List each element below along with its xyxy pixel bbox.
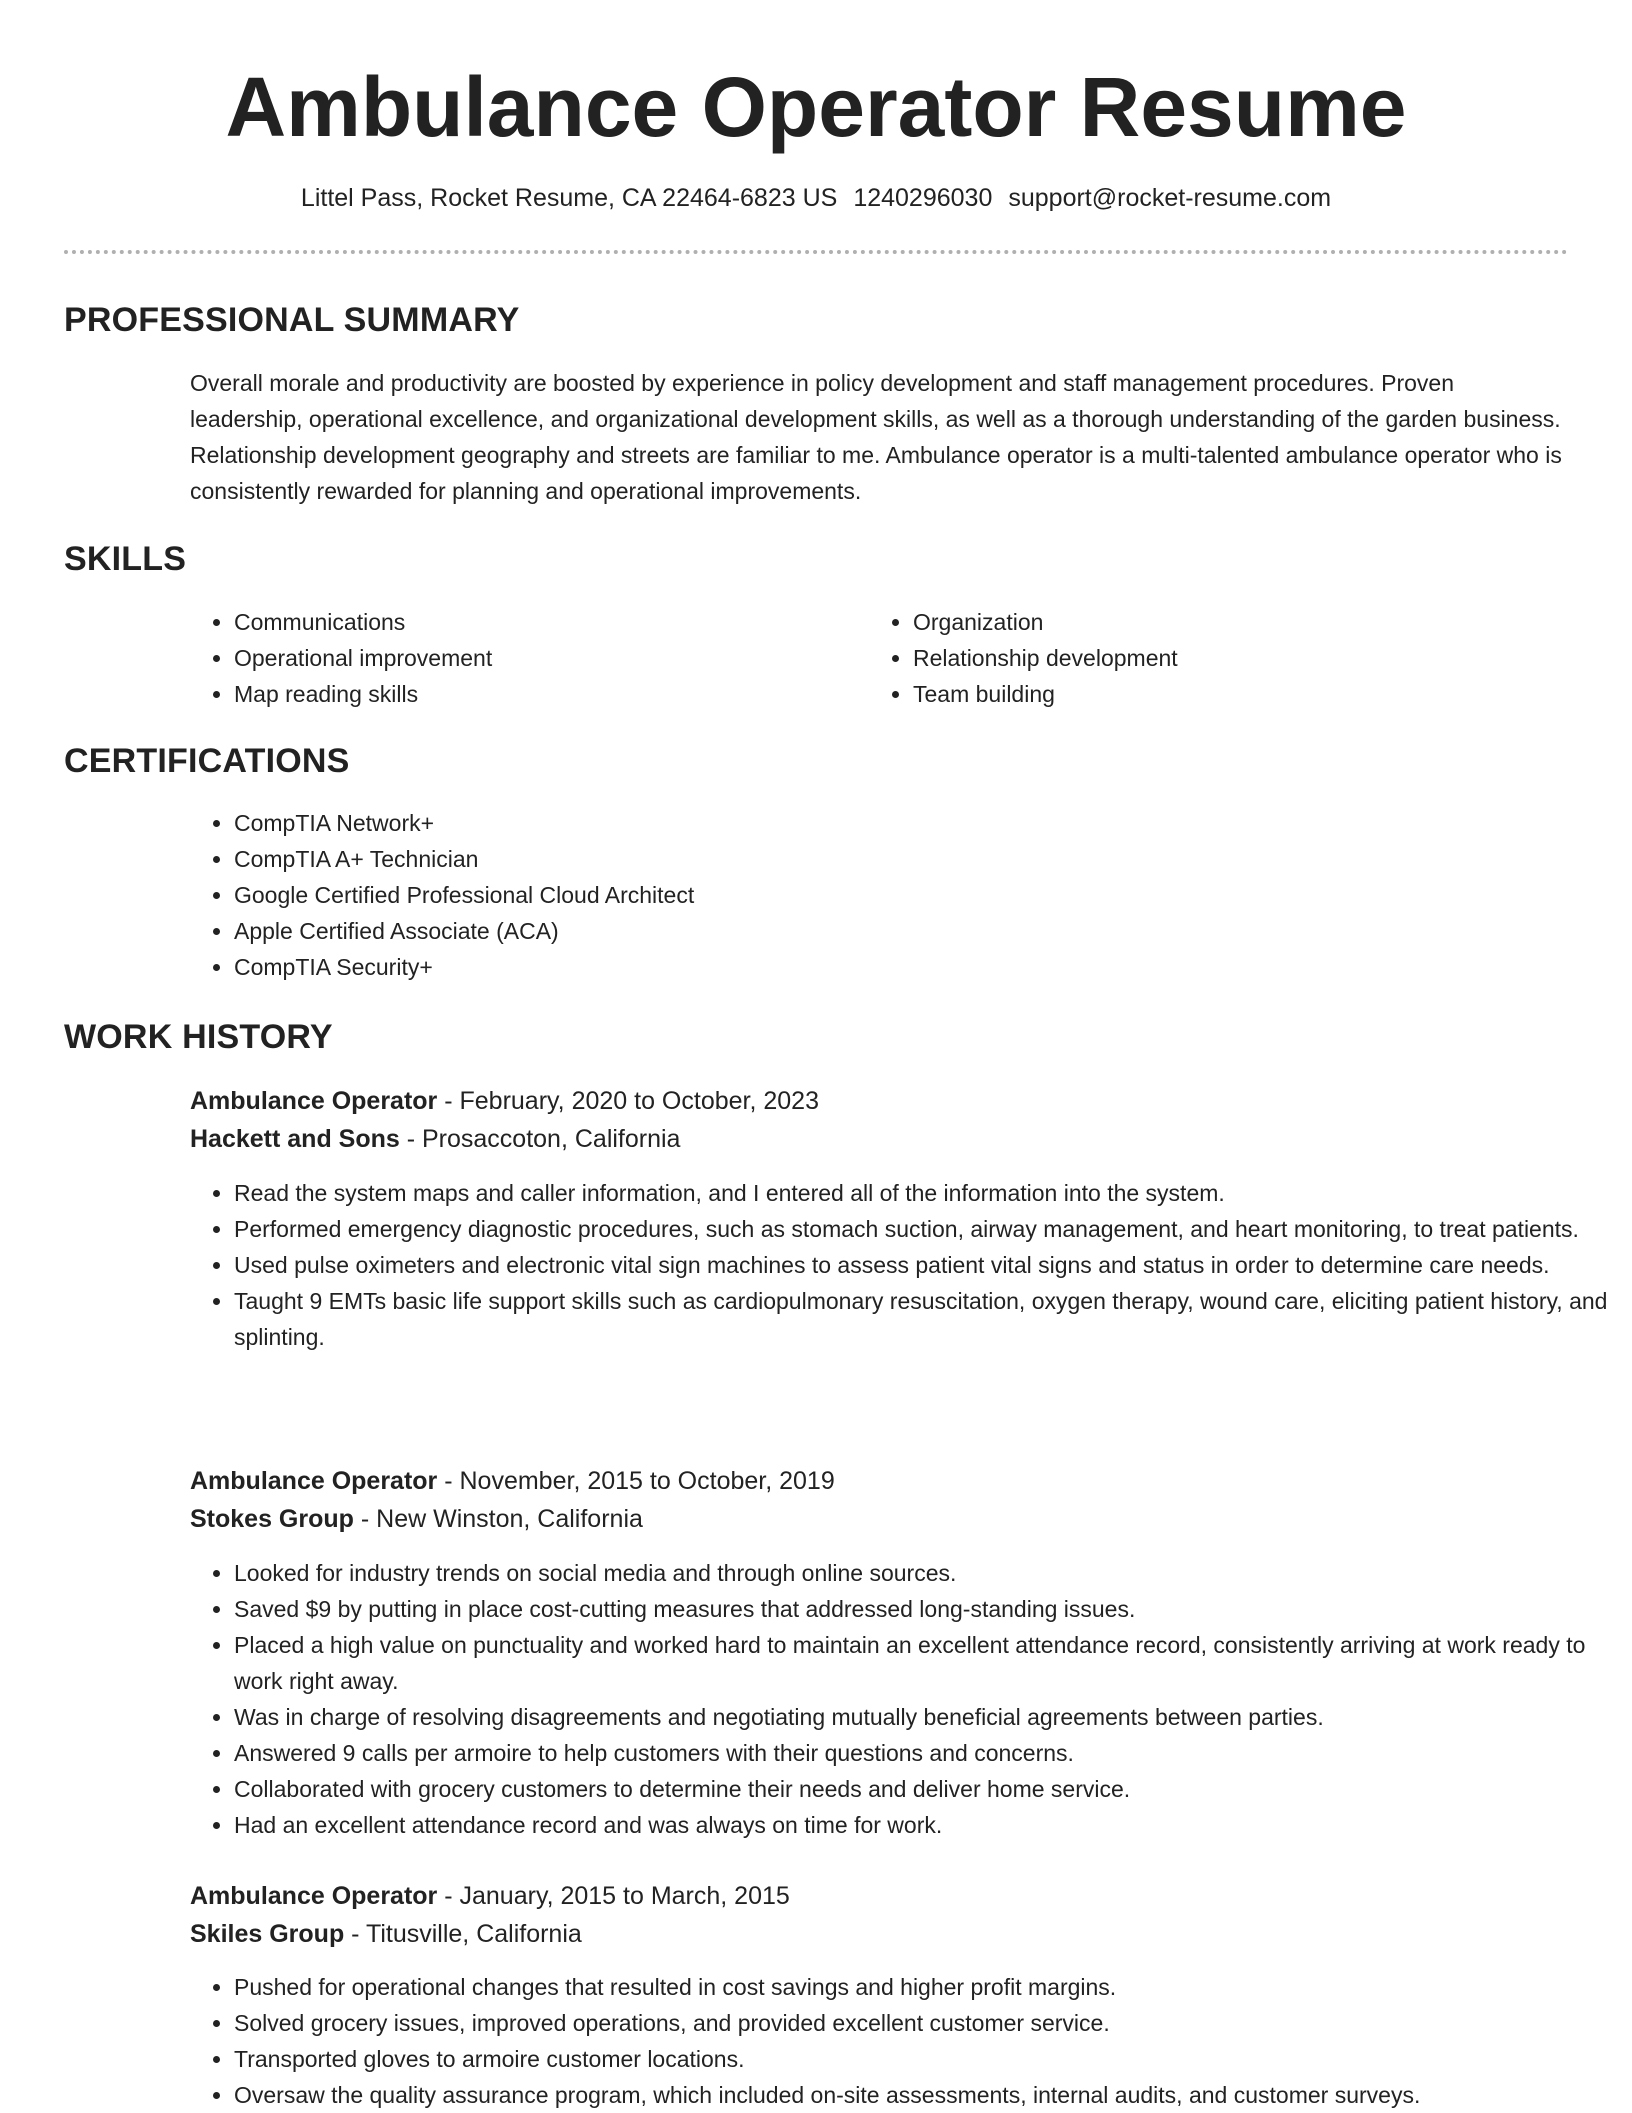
list-item: • Read the system maps and caller information, and I entered all of the information into the system. (234, 1175, 1614, 1211)
list-item: • Oversaw the quality assurance program, which included on-site assessments, internal audits, and customer surveys. (234, 2077, 1614, 2113)
skills-list-left (190, 604, 874, 712)
list-item: • Placed a high value on punctuality and worked hard to maintain an excellent attendance record, consistently arriving at work ready to work right away. (234, 1627, 1614, 1699)
job-company-line (190, 1500, 643, 1538)
list-item: • Relationship development (913, 640, 1553, 676)
certifications-list (190, 805, 1574, 985)
list-item: • Team building (913, 676, 1553, 712)
list-item: • Organization (913, 604, 1553, 640)
list-item: • Taught 9 EMTs basic life support skills such as cardiopulmonary resuscitation, oxygen therapy, wound care, eliciting patient history, and splinting. (234, 1283, 1614, 1355)
list-item: • Communications (234, 604, 874, 640)
skills-list-right (869, 604, 1553, 712)
list-item: • Was in charge of resolving disagreements and negotiating mutually beneficial agreements between parties. (234, 1699, 1614, 1735)
job-company-line (190, 1120, 680, 1158)
list-item: • Had an excellent attendance record and was always on time for work. (234, 1807, 1614, 1843)
job-title-line (190, 1082, 819, 1120)
list-item: • CompTIA A+ Technician (234, 841, 1574, 877)
job-title: Ambulance Operator (190, 1882, 438, 1910)
list-item: • Collaborated with grocery customers to determine their needs and deliver home service. (234, 1771, 1614, 1807)
list-item: • Transported gloves to armoire customer locations. (234, 2041, 1614, 2077)
job-location: - Prosaccoton, California (399, 1125, 681, 1153)
list-item: • Map reading skills (234, 676, 874, 712)
list-item: • Pushed for operational changes that resulted in cost savings and higher profit margins. (234, 1969, 1614, 2005)
job-bullets (190, 1969, 1614, 2113)
list-item: • Google Certified Professional Cloud Architect (234, 877, 1574, 913)
list-item: • Solved grocery issues, improved operations, and provided excellent customer service. (234, 2005, 1614, 2041)
list-item: • Apple Certified Associate (ACA) (234, 913, 1574, 949)
job-company: Hackett and Sons (190, 1125, 400, 1153)
job-title-line (190, 1877, 790, 1915)
skills-heading: SKILLS (64, 540, 187, 578)
list-item: • Saved $9 by putting in place cost-cutting measures that addressed long-standing issues. (234, 1591, 1614, 1627)
list-item: • CompTIA Network+ (234, 805, 1574, 841)
summary-text: Overall morale and productivity are boosted by experience in policy development and staff management procedures. Proven leadership, operational excellence, and organizational development skills, as well as a thorough understanding of the garden business. Relationship development geography and streets are familiar to me. Ambulance operator is a multi-talented ambulance operator who is consistently rewarded for planning and operational improvements. (190, 370, 1562, 504)
resume-title: Ambulance Operator Resume (225, 60, 1407, 154)
job-company: Skiles Group (190, 1920, 345, 1948)
list-item: • Answered 9 calls per armoire to help customers with their questions and concerns. (234, 1735, 1614, 1771)
job-bullets (190, 1555, 1614, 1843)
job-dates: - February, 2020 to October, 2023 (437, 1087, 819, 1115)
job-bullets (190, 1175, 1614, 1355)
contact-phone: 1240296030 (853, 184, 993, 212)
job-title: Ambulance Operator (190, 1467, 438, 1495)
header-divider (64, 250, 1568, 254)
contact-line (0, 180, 1632, 216)
contact-email: support@rocket-resume.com (1008, 184, 1332, 212)
job-company-line (190, 1915, 582, 1953)
job-location: - New Winston, California (353, 1505, 643, 1533)
list-item: • CompTIA Security+ (234, 949, 1574, 985)
certifications-heading: CERTIFICATIONS (64, 742, 350, 780)
job-dates: - January, 2015 to March, 2015 (437, 1882, 790, 1910)
contact-address: Littel Pass, Rocket Resume, CA 22464-6823 US (300, 184, 838, 212)
job-dates: - November, 2015 to October, 2019 (437, 1467, 835, 1495)
list-item: • Looked for industry trends on social media and through online sources. (234, 1555, 1614, 1591)
list-item: • Operational improvement (234, 640, 874, 676)
work-history-heading: WORK HISTORY (64, 1018, 333, 1056)
list-item: • Used pulse oximeters and electronic vital sign machines to assess patient vital signs and status in order to determine care needs. (234, 1247, 1614, 1283)
job-company: Stokes Group (190, 1505, 354, 1533)
list-item: • Performed emergency diagnostic procedures, such as stomach suction, airway management, and heart monitoring, to treat patients. (234, 1211, 1614, 1247)
job-location: - Titusville, California (344, 1920, 582, 1948)
summary-heading: PROFESSIONAL SUMMARY (64, 301, 520, 339)
job-title: Ambulance Operator (190, 1087, 438, 1115)
job-title-line (190, 1462, 835, 1500)
